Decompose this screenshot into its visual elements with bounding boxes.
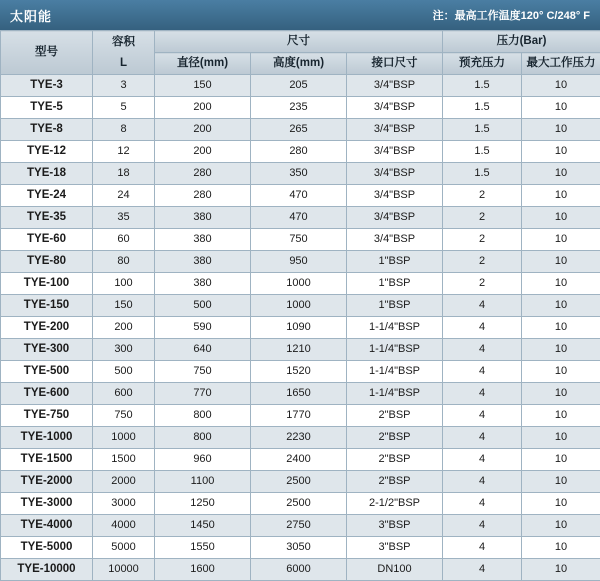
cell-model: TYE-100 xyxy=(1,273,93,295)
column-header-volume-line2: L xyxy=(120,57,127,69)
cell-port-size: 1-1/4"BSP xyxy=(347,383,443,405)
cell-port-size: 2"BSP xyxy=(347,427,443,449)
cell-port-size: DN100 xyxy=(347,559,443,581)
table-row xyxy=(1,339,600,361)
column-header-volume xyxy=(93,31,155,75)
table-row xyxy=(1,493,600,515)
cell-port-size: 3/4"BSP xyxy=(347,75,443,97)
cell-volume: 600 xyxy=(93,383,155,405)
cell-max-working: 10 xyxy=(522,185,600,207)
cell-height: 750 xyxy=(251,229,347,251)
cell-max-working: 10 xyxy=(522,361,600,383)
cell-model: TYE-3000 xyxy=(1,493,93,515)
cell-max-working: 10 xyxy=(522,229,600,251)
cell-max-working: 10 xyxy=(522,251,600,273)
cell-max-working: 10 xyxy=(522,317,600,339)
cell-max-working: 10 xyxy=(522,449,600,471)
table-row xyxy=(1,273,600,295)
table-row xyxy=(1,361,600,383)
table-row xyxy=(1,141,600,163)
table-row xyxy=(1,163,600,185)
cell-model: TYE-5000 xyxy=(1,537,93,559)
cell-height: 1770 xyxy=(251,405,347,427)
cell-diameter: 770 xyxy=(155,383,251,405)
column-header-volume-line1: 容积 xyxy=(112,36,135,48)
cell-precharge: 4 xyxy=(443,471,522,493)
cell-max-working: 10 xyxy=(522,383,600,405)
cell-height: 205 xyxy=(251,75,347,97)
cell-volume: 1000 xyxy=(93,427,155,449)
cell-volume: 150 xyxy=(93,295,155,317)
cell-precharge: 1.5 xyxy=(443,75,522,97)
table-row xyxy=(1,537,600,559)
cell-height: 350 xyxy=(251,163,347,185)
cell-volume: 5000 xyxy=(93,537,155,559)
cell-max-working: 10 xyxy=(522,471,600,493)
cell-max-working: 10 xyxy=(522,515,600,537)
cell-height: 265 xyxy=(251,119,347,141)
cell-precharge: 1.5 xyxy=(443,97,522,119)
table-row xyxy=(1,75,600,97)
table-row xyxy=(1,207,600,229)
cell-volume: 3000 xyxy=(93,493,155,515)
table-header xyxy=(1,31,600,75)
cell-height: 6000 xyxy=(251,559,347,581)
cell-precharge: 2 xyxy=(443,273,522,295)
cell-volume: 500 xyxy=(93,361,155,383)
cell-max-working: 10 xyxy=(522,163,600,185)
cell-diameter: 280 xyxy=(155,185,251,207)
table-row xyxy=(1,251,600,273)
cell-max-working: 10 xyxy=(522,207,600,229)
cell-volume: 1500 xyxy=(93,449,155,471)
cell-height: 235 xyxy=(251,97,347,119)
cell-model: TYE-1000 xyxy=(1,427,93,449)
column-group-size: 尺寸 xyxy=(155,31,443,53)
cell-port-size: 1"BSP xyxy=(347,295,443,317)
cell-height: 2750 xyxy=(251,515,347,537)
cell-precharge: 4 xyxy=(443,361,522,383)
cell-volume: 80 xyxy=(93,251,155,273)
cell-height: 470 xyxy=(251,207,347,229)
cell-diameter: 1100 xyxy=(155,471,251,493)
cell-model: TYE-200 xyxy=(1,317,93,339)
cell-diameter: 380 xyxy=(155,207,251,229)
column-header-precharge: 预充压力 xyxy=(443,53,522,75)
cell-diameter: 800 xyxy=(155,405,251,427)
cell-max-working: 10 xyxy=(522,295,600,317)
column-header-height: 高度(mm) xyxy=(251,53,347,75)
cell-height: 1520 xyxy=(251,361,347,383)
cell-precharge: 4 xyxy=(443,515,522,537)
table-row xyxy=(1,295,600,317)
cell-volume: 12 xyxy=(93,141,155,163)
table-row xyxy=(1,427,600,449)
cell-max-working: 10 xyxy=(522,75,600,97)
cell-height: 1210 xyxy=(251,339,347,361)
column-header-max-working: 最大工作压力 xyxy=(522,53,600,75)
table-row xyxy=(1,383,600,405)
cell-diameter: 380 xyxy=(155,251,251,273)
cell-model: TYE-300 xyxy=(1,339,93,361)
cell-port-size: 1-1/4"BSP xyxy=(347,361,443,383)
table-row xyxy=(1,515,600,537)
cell-max-working: 10 xyxy=(522,141,600,163)
cell-diameter: 200 xyxy=(155,141,251,163)
cell-max-working: 10 xyxy=(522,537,600,559)
cell-port-size: 3/4"BSP xyxy=(347,207,443,229)
cell-port-size: 2-1/2"BSP xyxy=(347,493,443,515)
cell-port-size: 2"BSP xyxy=(347,405,443,427)
cell-diameter: 380 xyxy=(155,273,251,295)
cell-height: 1090 xyxy=(251,317,347,339)
cell-precharge: 4 xyxy=(443,295,522,317)
cell-height: 470 xyxy=(251,185,347,207)
cell-model: TYE-4000 xyxy=(1,515,93,537)
cell-max-working: 10 xyxy=(522,97,600,119)
cell-diameter: 500 xyxy=(155,295,251,317)
cell-port-size: 2"BSP xyxy=(347,471,443,493)
cell-height: 1650 xyxy=(251,383,347,405)
cell-height: 1000 xyxy=(251,295,347,317)
cell-precharge: 2 xyxy=(443,229,522,251)
specification-table xyxy=(0,30,600,581)
cell-precharge: 2 xyxy=(443,251,522,273)
cell-model: TYE-60 xyxy=(1,229,93,251)
cell-height: 2230 xyxy=(251,427,347,449)
page-title: 太阳能 xyxy=(10,6,52,25)
cell-diameter: 1250 xyxy=(155,493,251,515)
table-row xyxy=(1,405,600,427)
cell-volume: 10000 xyxy=(93,559,155,581)
cell-port-size: 3/4"BSP xyxy=(347,185,443,207)
cell-model: TYE-35 xyxy=(1,207,93,229)
cell-precharge: 1.5 xyxy=(443,141,522,163)
cell-max-working: 10 xyxy=(522,405,600,427)
cell-model: TYE-150 xyxy=(1,295,93,317)
column-group-pressure: 压力(Bar) xyxy=(443,31,600,53)
cell-port-size: 2"BSP xyxy=(347,449,443,471)
cell-port-size: 1-1/4"BSP xyxy=(347,317,443,339)
column-header-port-size: 接口尺寸 xyxy=(347,53,443,75)
cell-precharge: 4 xyxy=(443,405,522,427)
cell-model: TYE-24 xyxy=(1,185,93,207)
cell-model: TYE-2000 xyxy=(1,471,93,493)
cell-port-size: 1-1/4"BSP xyxy=(347,339,443,361)
cell-volume: 100 xyxy=(93,273,155,295)
cell-volume: 24 xyxy=(93,185,155,207)
cell-port-size: 3/4"BSP xyxy=(347,229,443,251)
cell-diameter: 800 xyxy=(155,427,251,449)
cell-volume: 35 xyxy=(93,207,155,229)
cell-volume: 4000 xyxy=(93,515,155,537)
cell-diameter: 960 xyxy=(155,449,251,471)
cell-model: TYE-3 xyxy=(1,75,93,97)
cell-precharge: 4 xyxy=(443,427,522,449)
cell-volume: 300 xyxy=(93,339,155,361)
cell-volume: 750 xyxy=(93,405,155,427)
cell-max-working: 10 xyxy=(522,559,600,581)
cell-max-working: 10 xyxy=(522,339,600,361)
cell-volume: 3 xyxy=(93,75,155,97)
cell-volume: 8 xyxy=(93,119,155,141)
cell-max-working: 10 xyxy=(522,119,600,141)
cell-precharge: 1.5 xyxy=(443,163,522,185)
cell-volume: 60 xyxy=(93,229,155,251)
cell-precharge: 4 xyxy=(443,449,522,471)
cell-model: TYE-12 xyxy=(1,141,93,163)
table-body xyxy=(1,75,600,581)
cell-volume: 5 xyxy=(93,97,155,119)
cell-diameter: 640 xyxy=(155,339,251,361)
cell-max-working: 10 xyxy=(522,273,600,295)
cell-precharge: 2 xyxy=(443,185,522,207)
table-row xyxy=(1,317,600,339)
table-header-row-1 xyxy=(1,31,600,53)
table-row xyxy=(1,449,600,471)
cell-precharge: 4 xyxy=(443,559,522,581)
cell-height: 2400 xyxy=(251,449,347,471)
cell-precharge: 1.5 xyxy=(443,119,522,141)
table-row xyxy=(1,471,600,493)
cell-height: 280 xyxy=(251,141,347,163)
table-row xyxy=(1,97,600,119)
cell-precharge: 4 xyxy=(443,493,522,515)
cell-model: TYE-10000 xyxy=(1,559,93,581)
cell-precharge: 2 xyxy=(443,207,522,229)
cell-height: 2500 xyxy=(251,493,347,515)
table-row xyxy=(1,185,600,207)
cell-precharge: 4 xyxy=(443,537,522,559)
cell-model: TYE-500 xyxy=(1,361,93,383)
cell-model: TYE-80 xyxy=(1,251,93,273)
cell-height: 950 xyxy=(251,251,347,273)
table-row xyxy=(1,559,600,581)
column-header-model: 型号 xyxy=(1,31,93,75)
header-bar xyxy=(0,0,600,30)
cell-max-working: 10 xyxy=(522,493,600,515)
cell-height: 1000 xyxy=(251,273,347,295)
cell-model: TYE-1500 xyxy=(1,449,93,471)
cell-precharge: 4 xyxy=(443,339,522,361)
cell-port-size: 1"BSP xyxy=(347,251,443,273)
cell-height: 2500 xyxy=(251,471,347,493)
cell-model: TYE-600 xyxy=(1,383,93,405)
table-row xyxy=(1,119,600,141)
cell-port-size: 3/4"BSP xyxy=(347,141,443,163)
cell-port-size: 1"BSP xyxy=(347,273,443,295)
column-header-diameter: 直径(mm) xyxy=(155,53,251,75)
cell-model: TYE-5 xyxy=(1,97,93,119)
cell-volume: 18 xyxy=(93,163,155,185)
cell-diameter: 380 xyxy=(155,229,251,251)
cell-volume: 200 xyxy=(93,317,155,339)
cell-port-size: 3/4"BSP xyxy=(347,97,443,119)
cell-diameter: 590 xyxy=(155,317,251,339)
cell-diameter: 1450 xyxy=(155,515,251,537)
cell-diameter: 1600 xyxy=(155,559,251,581)
cell-model: TYE-8 xyxy=(1,119,93,141)
table-row xyxy=(1,229,600,251)
cell-port-size: 3"BSP xyxy=(347,537,443,559)
cell-diameter: 280 xyxy=(155,163,251,185)
cell-height: 3050 xyxy=(251,537,347,559)
cell-precharge: 4 xyxy=(443,317,522,339)
cell-diameter: 200 xyxy=(155,119,251,141)
cell-port-size: 3/4"BSP xyxy=(347,119,443,141)
cell-diameter: 1550 xyxy=(155,537,251,559)
cell-model: TYE-18 xyxy=(1,163,93,185)
cell-model: TYE-750 xyxy=(1,405,93,427)
cell-port-size: 3"BSP xyxy=(347,515,443,537)
temperature-note: 注：最高工作温度120° C/248° F xyxy=(433,7,590,23)
cell-port-size: 3/4"BSP xyxy=(347,163,443,185)
cell-diameter: 150 xyxy=(155,75,251,97)
cell-volume: 2000 xyxy=(93,471,155,493)
cell-precharge: 4 xyxy=(443,383,522,405)
cell-diameter: 200 xyxy=(155,97,251,119)
cell-diameter: 750 xyxy=(155,361,251,383)
cell-max-working: 10 xyxy=(522,427,600,449)
